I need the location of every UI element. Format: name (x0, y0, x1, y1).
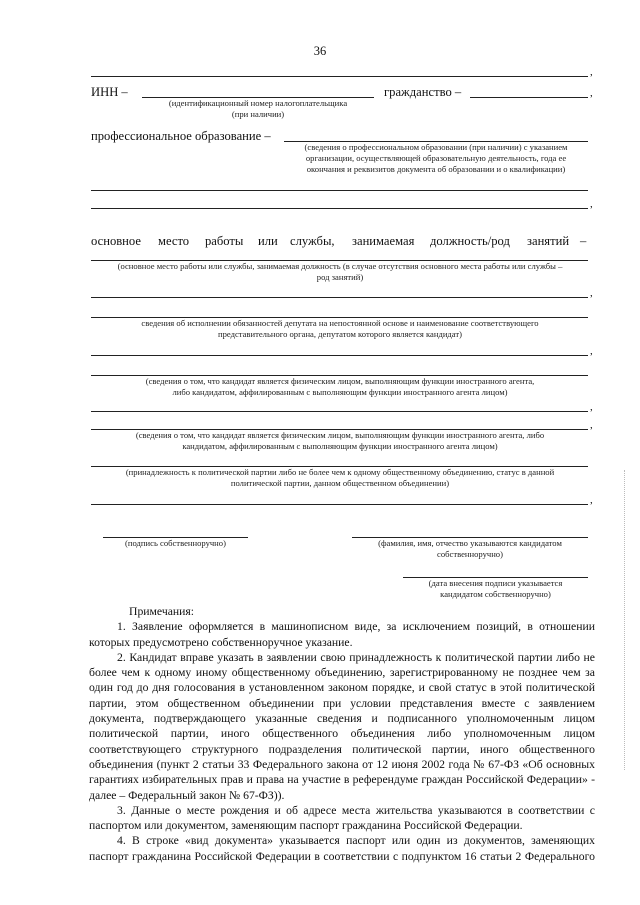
education-label: профессиональное образование – (91, 129, 271, 143)
top-comma: , (590, 66, 593, 78)
note-item-4: 4. В строке «вид документа» указывается паспорт или один из документов, заменяющих паспорт гражданина Российской Федерации в соответствии с подпунктом 16 статьи 2 Федерального (89, 834, 595, 863)
workplace-line-2 (91, 297, 588, 298)
foreign-agent-2-comma: , (590, 419, 593, 431)
signature-caption: (подпись собственноручно) (125, 538, 226, 548)
scan-edge-mark (624, 470, 626, 770)
party-caption: (принадлежность к политической партии либо не более чем к одному общественному объединению, статус в данной политической партии, данном общественном объединении) (125, 467, 555, 488)
workplace-word-2: место (158, 234, 190, 248)
date-caption: (дата внесения подписи указывается кандидатом собственноручно) (428, 578, 563, 599)
workplace-word-5: службы, (290, 234, 335, 248)
education-line-2 (91, 190, 588, 191)
foreign-agent-comma: , (590, 401, 593, 413)
fullname-caption: (фамилия, имя, отчество указываются кандидатом собственноручно) (378, 538, 562, 559)
page-number: 36 (313, 44, 327, 58)
note-item-3: 3. Данные о месте рождения и об адресе места жительства указываются в соответствии с паспортом или документом, заменяющим паспорт гражданина Российской Федерации. (89, 803, 595, 833)
workplace-word-3: работы (205, 234, 244, 248)
party-line-2 (91, 504, 588, 505)
foreign-agent-line-2 (91, 411, 588, 412)
workplace-word-7: должность/род (430, 234, 510, 248)
workplace-word-1: основное (91, 234, 141, 248)
citizenship-comma: , (590, 87, 593, 99)
education-caption: (сведения о профессиональном образовании (при наличии) с указанием организации, осуществляющей образовательную деятельность, года ее окончания и реквизитов документа об образовании и о квалификации) (304, 142, 568, 174)
note-item-1: 1. Заявление оформляется в машинописном виде, за исключением позиций, в отношении которых предусмотрено собственноручное указание. (89, 620, 595, 649)
education-comma: , (590, 198, 593, 210)
inn-caption: (идентификационный номер налогоплательщика (при наличии) (168, 98, 348, 119)
education-line-3 (91, 208, 588, 209)
workplace-comma: , (590, 287, 593, 299)
notes-section (89, 604, 595, 864)
foreign-agent-caption: (сведения о том, что кандидат является физическим лицом, выполняющим функции иностранного агента, либо кандидатом, аффилированным с выполняющим функции иностранного агента лицом) (145, 376, 535, 397)
deputy-comma: , (590, 345, 593, 357)
workplace-word-4: или (258, 234, 278, 248)
foreign-agent-2-caption: (сведения о том, что кандидат является физическим лицом, выполняющим функции иностранного агента, либо кандидатом, аффилированным с выполняющим функции иностранного агента лицом) (135, 430, 545, 451)
deputy-caption: сведения об исполнении обязанностей депутата на непостоянной основе и наименование соответствующего представительного органа, депутатом которого является кандидат) (141, 318, 539, 339)
workplace-word-8: занятий (527, 234, 570, 248)
deputy-line-2 (91, 355, 588, 356)
citizenship-line (470, 97, 588, 98)
workplace-word-9: – (580, 234, 587, 248)
note-item-2: 2. Кандидат вправе указать в заявлении свою принадлежность к политической партии либо не более чем к одному иному общественному объединению, зарегистрированному не позднее чем за один год до дня голосования в установленном законом порядке, и свой статус в этой политической партии, этом общественном объединении при условии представления вместе с заявлением документа, подтверждающего указанные сведения и подписанного уполномоченным лицом политической партии, иного общественного объединения либо уполномоченным лицом соответствующего структурного подразделения политической партии, иного общественного объединения (пункт 2 статьи 33 Федерального закона от 12 июня 2002 года № 67-ФЗ «Об основных гарантиях избирательных прав и права на участие в референдуме граждан Российской Федерации» - далее – Федеральный закон № 67-ФЗ)). (89, 650, 595, 802)
workplace-caption: (основное место работы или службы, занимаемая должность (в случае отсутствия основного места работы или службы – род занятий) (117, 261, 563, 282)
top-line (91, 76, 588, 77)
inn-label: ИНН – (91, 85, 128, 99)
party-comma: , (590, 494, 593, 506)
workplace-word-6: занимаемая (352, 234, 415, 248)
notes-title: Примечания: (129, 605, 195, 618)
citizenship-label: гражданство – (384, 85, 462, 99)
